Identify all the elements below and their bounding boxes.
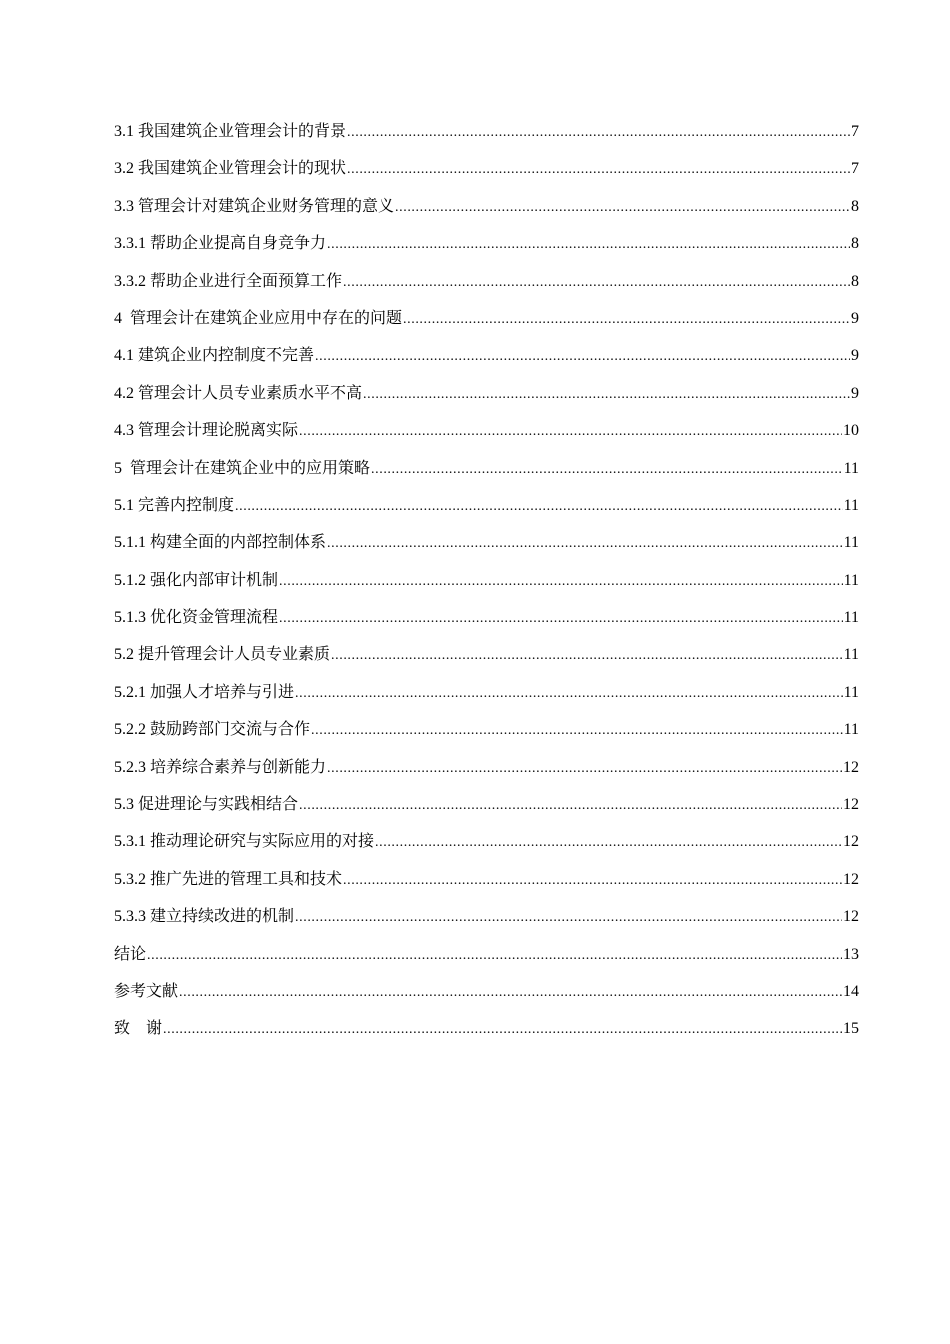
toc-dot-leader	[363, 383, 850, 407]
toc-dot-leader	[311, 719, 843, 743]
toc-entry[interactable]	[114, 270, 859, 307]
toc-dot-leader	[295, 906, 842, 930]
toc-entry[interactable]	[114, 232, 859, 269]
toc-dot-leader	[179, 981, 842, 1005]
toc-dot-leader	[343, 869, 842, 893]
toc-entry-title: 5.3.1 推动理论研究与实际应用的对接	[114, 833, 375, 851]
toc-entry-title: 结论	[114, 945, 147, 963]
toc-entry[interactable]	[114, 943, 859, 980]
toc-entry-title: 3.3.1 帮助企业提高自身竞争力	[114, 235, 327, 253]
toc-entry[interactable]	[114, 643, 859, 680]
toc-dot-leader	[279, 607, 843, 631]
toc-entry-title: 3.3.2 帮助企业进行全面预算工作	[114, 272, 343, 290]
toc-entry-page: 9	[851, 309, 859, 327]
toc-dot-leader	[299, 794, 842, 818]
toc-entry[interactable]	[114, 1017, 859, 1054]
toc-entry-page: 15	[843, 1020, 859, 1038]
toc-entry[interactable]	[114, 307, 859, 344]
toc-entry[interactable]	[114, 718, 859, 755]
toc-entry-page: 9	[851, 384, 859, 402]
toc-entry-page: 11	[843, 609, 859, 627]
toc-entry-title: 参考文献	[114, 982, 179, 1000]
toc-entry[interactable]	[114, 905, 859, 942]
toc-dot-leader	[235, 495, 843, 519]
toc-entry[interactable]	[114, 756, 859, 793]
toc-dot-leader	[327, 532, 843, 556]
toc-entry-page: 8	[851, 272, 859, 290]
toc-entry-page: 11	[843, 683, 859, 701]
toc-dot-leader	[375, 831, 842, 855]
toc-entry-page: 11	[843, 459, 859, 477]
toc-entry[interactable]	[114, 606, 859, 643]
toc-dot-leader	[295, 682, 843, 706]
toc-entry-title: 5 管理会计在建筑企业中的应用策略	[114, 459, 371, 477]
toc-entry[interactable]	[114, 419, 859, 456]
toc-entry[interactable]	[114, 569, 859, 606]
toc-dot-leader	[299, 420, 842, 444]
toc-dot-leader	[163, 1018, 842, 1042]
toc-dot-leader	[279, 570, 843, 594]
toc-entry-page: 12	[843, 908, 859, 926]
toc-entry-title: 5.1.2 强化内部审计机制	[114, 571, 279, 589]
toc-entry-title: 5.1 完善内控制度	[114, 496, 235, 514]
toc-entry-page: 13	[843, 945, 859, 963]
toc-entry-page: 12	[843, 870, 859, 888]
toc-dot-leader	[403, 308, 850, 332]
toc-entry-title: 5.2.3 培养综合素养与创新能力	[114, 758, 327, 776]
toc-entry-title: 5.3.3 建立持续改进的机制	[114, 908, 295, 926]
toc-entry-page: 12	[843, 796, 859, 814]
toc-entry-title: 5.2.2 鼓励跨部门交流与合作	[114, 721, 311, 739]
toc-entry[interactable]	[114, 344, 859, 381]
toc-entry-page: 11	[843, 721, 859, 739]
toc-entry-page: 14	[843, 982, 859, 1000]
toc-entry-page: 11	[843, 571, 859, 589]
toc-entry-title: 4.3 管理会计理论脱离实际	[114, 422, 299, 440]
toc-entry-page: 12	[843, 833, 859, 851]
toc-entry-title: 5.2.1 加强人才培养与引进	[114, 683, 295, 701]
toc-dot-leader	[331, 644, 843, 668]
toc-entry[interactable]	[114, 494, 859, 531]
toc-dot-leader	[327, 233, 850, 257]
toc-entry-page: 11	[843, 496, 859, 514]
toc-entry-page: 10	[843, 422, 859, 440]
toc-entry[interactable]	[114, 195, 859, 232]
table-of-contents	[114, 120, 859, 1055]
toc-entry[interactable]	[114, 830, 859, 867]
toc-entry-page: 7	[851, 160, 859, 178]
toc-entry-title: 4 管理会计在建筑企业应用中存在的问题	[114, 309, 403, 327]
toc-entry[interactable]	[114, 120, 859, 157]
toc-entry-page: 11	[843, 534, 859, 552]
toc-entry-title: 5.1.3 优化资金管理流程	[114, 609, 279, 627]
toc-entry-title: 4.2 管理会计人员专业素质水平不高	[114, 384, 363, 402]
toc-entry-page: 12	[843, 758, 859, 776]
toc-entry[interactable]	[114, 681, 859, 718]
toc-dot-leader	[327, 757, 842, 781]
toc-entry[interactable]	[114, 868, 859, 905]
toc-dot-leader	[147, 944, 842, 968]
toc-dot-leader	[347, 158, 850, 182]
toc-entry-title: 3.2 我国建筑企业管理会计的现状	[114, 160, 347, 178]
toc-entry[interactable]	[114, 157, 859, 194]
toc-entry-title: 致 谢	[114, 1020, 163, 1038]
toc-entry-page: 8	[851, 197, 859, 215]
toc-entry-title: 3.3 管理会计对建筑企业财务管理的意义	[114, 197, 395, 215]
toc-entry-title: 5.3 促进理论与实践相结合	[114, 796, 299, 814]
toc-entry[interactable]	[114, 382, 859, 419]
toc-dot-leader	[315, 345, 850, 369]
toc-entry-title: 3.1 我国建筑企业管理会计的背景	[114, 123, 347, 140]
toc-entry-title: 5.3.2 推广先进的管理工具和技术	[114, 870, 343, 888]
toc-entry-page: 7	[851, 123, 859, 140]
toc-entry[interactable]	[114, 980, 859, 1017]
toc-entry-title: 5.2 提升管理会计人员专业素质	[114, 646, 331, 664]
toc-dot-leader	[343, 271, 850, 295]
toc-entry-page: 9	[851, 347, 859, 365]
toc-entry-page: 11	[843, 646, 859, 664]
toc-dot-leader	[371, 458, 843, 482]
toc-entry-title: 4.1 建筑企业内控制度不完善	[114, 347, 315, 365]
toc-entry[interactable]	[114, 793, 859, 830]
toc-entry[interactable]	[114, 457, 859, 494]
toc-dot-leader	[395, 196, 850, 220]
toc-entry-title: 5.1.1 构建全面的内部控制体系	[114, 534, 327, 552]
toc-entry[interactable]	[114, 531, 859, 568]
toc-dot-leader	[347, 121, 850, 145]
toc-entry-page: 8	[851, 235, 859, 253]
